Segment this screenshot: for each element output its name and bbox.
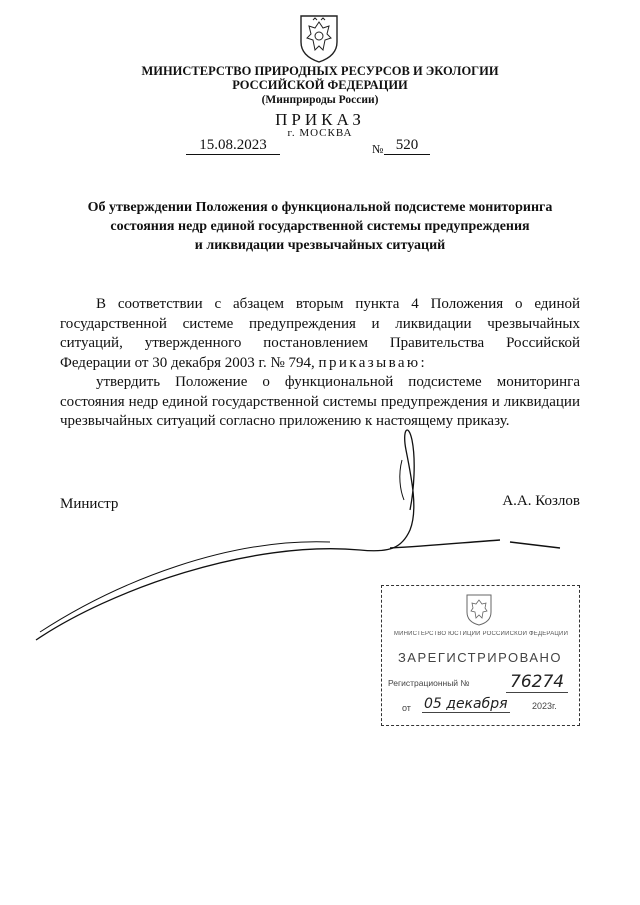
paragraph-preamble <box>60 295 580 373</box>
stamp-organization: МИНИСТЕРСТВО ЮСТИЦИИ РОССИЙСКОЙ ФЕДЕРАЦИИ <box>393 631 569 637</box>
stamp-number-label: Регистрационный № <box>388 678 470 688</box>
city: г. МОСКВА <box>287 127 353 139</box>
coat-of-arms-emblem <box>297 12 341 64</box>
order-number: 520 <box>384 137 430 155</box>
signer-position: Министр <box>60 496 119 512</box>
stamp-date-handwritten: 05 декабря <box>424 696 508 712</box>
signer-name: А.А. Козлов <box>502 493 580 509</box>
stamp-registration-number: 76274 <box>506 672 568 693</box>
registration-stamp <box>381 585 580 726</box>
paragraph-decision: утвердить Положение о функциональной подсистеме мониторинга состояния недр единой государственной системы предупреждения и ликвидации чрезвычайных ситуаций согласно приложению к настоящему приказу. <box>60 374 580 429</box>
ministry-short-name: (Минприроды России) <box>261 94 379 106</box>
preamble-text: В соответствии с абзацем вторым пункта 4 Положения о единой государственной системе предупреждения и ликвидации чрезвычайных ситуаций, утвержденного постановлением Правительства Российской Федерации от 30 декабря 2003 г. № 794, <box>60 296 580 371</box>
title-line3: и ликвидации чрезвычайных ситуаций <box>194 238 446 253</box>
title-line2: состояния недр единой государственной системы предупреждения <box>110 219 530 234</box>
stamp-year: 2023г. <box>532 701 557 711</box>
stamp-status: ЗАРЕГИСТРИРОВАНО <box>397 650 563 665</box>
order-word: приказываю: <box>318 354 428 371</box>
ministry-name-line2: РОССИЙСКОЙ ФЕДЕРАЦИИ <box>232 78 408 92</box>
stamp-emblem-icon <box>464 592 494 626</box>
stamp-date-label: от <box>402 703 411 713</box>
number-label: № <box>372 142 384 156</box>
document-type: ПРИКАЗ <box>275 110 365 129</box>
title-line1: Об утверждении Положения о функциональной подсистеме мониторинга <box>87 200 553 215</box>
order-date: 15.08.2023 <box>186 137 280 155</box>
ministry-name-line1: МИНИСТЕРСТВО ПРИРОДНЫХ РЕСУРСОВ И ЭКОЛОГИИ <box>141 64 499 78</box>
